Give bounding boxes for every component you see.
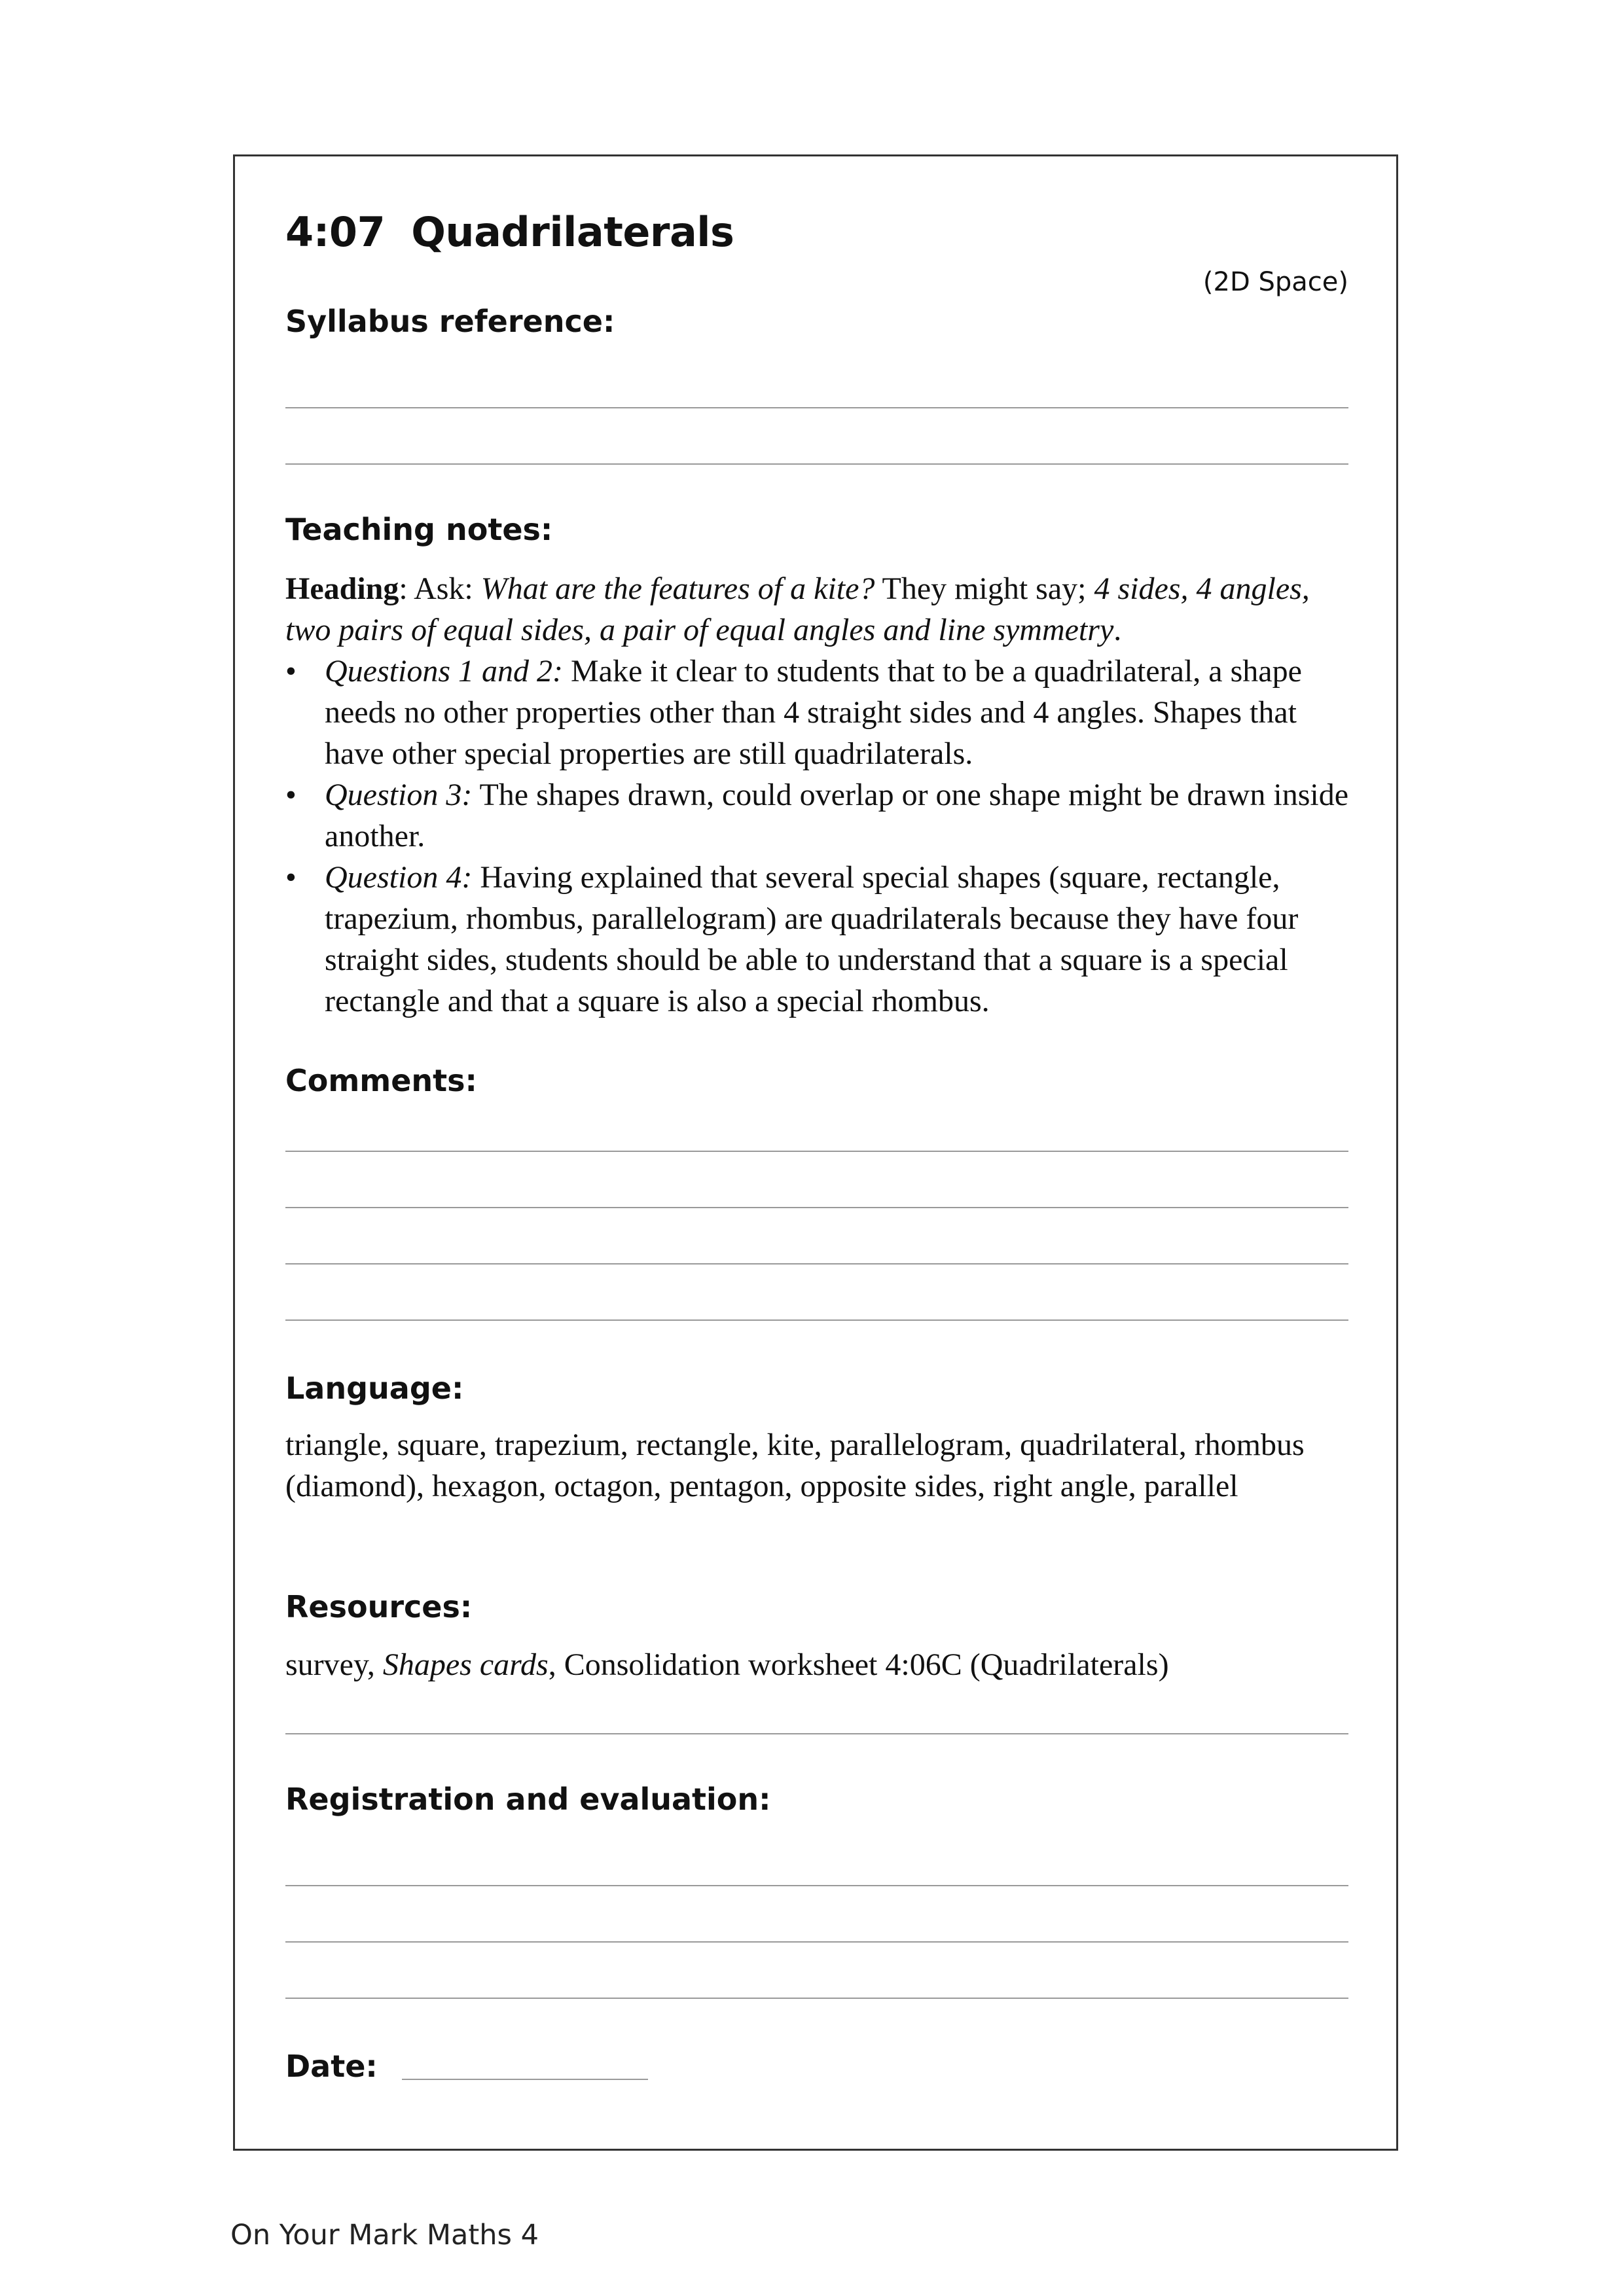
heading-answer: 4 sides, 4 angles, two pairs of equal sides, a pair of equal angles and line symmetry (285, 571, 1310, 647)
heading-question: What are the features of a kite? (480, 571, 875, 606)
resources-part-1: survey, (285, 1647, 383, 1682)
language-heading: Language: (285, 1371, 464, 1406)
resources-line (285, 1733, 1348, 1734)
comments-line-4 (285, 1319, 1348, 1321)
syllabus-line-2 (285, 463, 1348, 465)
comments-line-2 (285, 1207, 1348, 1208)
question-label: Question 3: (325, 778, 473, 812)
comments-line-1 (285, 1151, 1348, 1152)
resources-shapes-cards: Shapes cards (382, 1647, 549, 1682)
heading-note (285, 568, 1359, 651)
resources-text (285, 1644, 1359, 1685)
date-label: Date: (285, 2049, 378, 2084)
comments-heading: Comments: (285, 1063, 477, 1098)
question-text: The shapes drawn, could overlap or one shape might be drawn inside another. (325, 778, 1349, 853)
lesson-number: 4:07 (285, 208, 386, 256)
book-footer: On Your Mark Maths 4 (230, 2219, 539, 2251)
question-label: Question 4: (325, 860, 473, 895)
registration-line-2 (285, 1941, 1348, 1943)
list-item (285, 774, 1359, 857)
resources-heading: Resources: (285, 1589, 473, 1624)
registration-line-1 (285, 1885, 1348, 1886)
question-label: Questions 1 and 2: (325, 654, 563, 689)
syllabus-line-1 (285, 407, 1348, 408)
teaching-notes-heading: Teaching notes: (285, 512, 553, 547)
date-line (402, 2079, 648, 2080)
question-text: Make it clear to students that to be a quadrilateral, a shape needs no other properties other than 4 straight sides and 4 angles. Shapes that have other special properties are still quadrilaterals. (325, 654, 1302, 771)
heading-end: . (1113, 613, 1122, 647)
lesson-title: Quadrilaterals (411, 208, 734, 256)
language-text: triangle, square, trapezium, rectangle, kite, parallelogram, quadrilateral, rhombus (diamond), hexagon, octagon, pentagon, opposite sides, right angle, parallel (285, 1427, 1305, 1503)
resources-part-2: , Consolidation worksheet 4:06C (Quadrilaterals) (548, 1647, 1169, 1682)
teaching-notes-body (285, 568, 1359, 1022)
syllabus-heading: Syllabus reference: (285, 304, 615, 339)
page-title (285, 208, 734, 256)
question-notes-list (285, 651, 1359, 1022)
heading-mid: They might say; (875, 571, 1094, 606)
page-frame (233, 154, 1398, 2151)
comments-line-3 (285, 1263, 1348, 1265)
list-item (285, 651, 1359, 774)
list-item (285, 857, 1359, 1022)
registration-line-3 (285, 1998, 1348, 1999)
registration-heading: Registration and evaluation: (285, 1782, 771, 1817)
heading-label: Heading (285, 571, 399, 606)
heading-ask: : Ask: (399, 571, 481, 606)
strand-label: (2D Space) (1202, 267, 1348, 297)
question-text: Having explained that several special shapes (square, rectangle, trapezium, rhombus, parallelogram) are quadrilaterals because they have four straight sides, students should be able to understand that a square is a special rectangle and that a square is also a special rhombus. (325, 860, 1299, 1018)
